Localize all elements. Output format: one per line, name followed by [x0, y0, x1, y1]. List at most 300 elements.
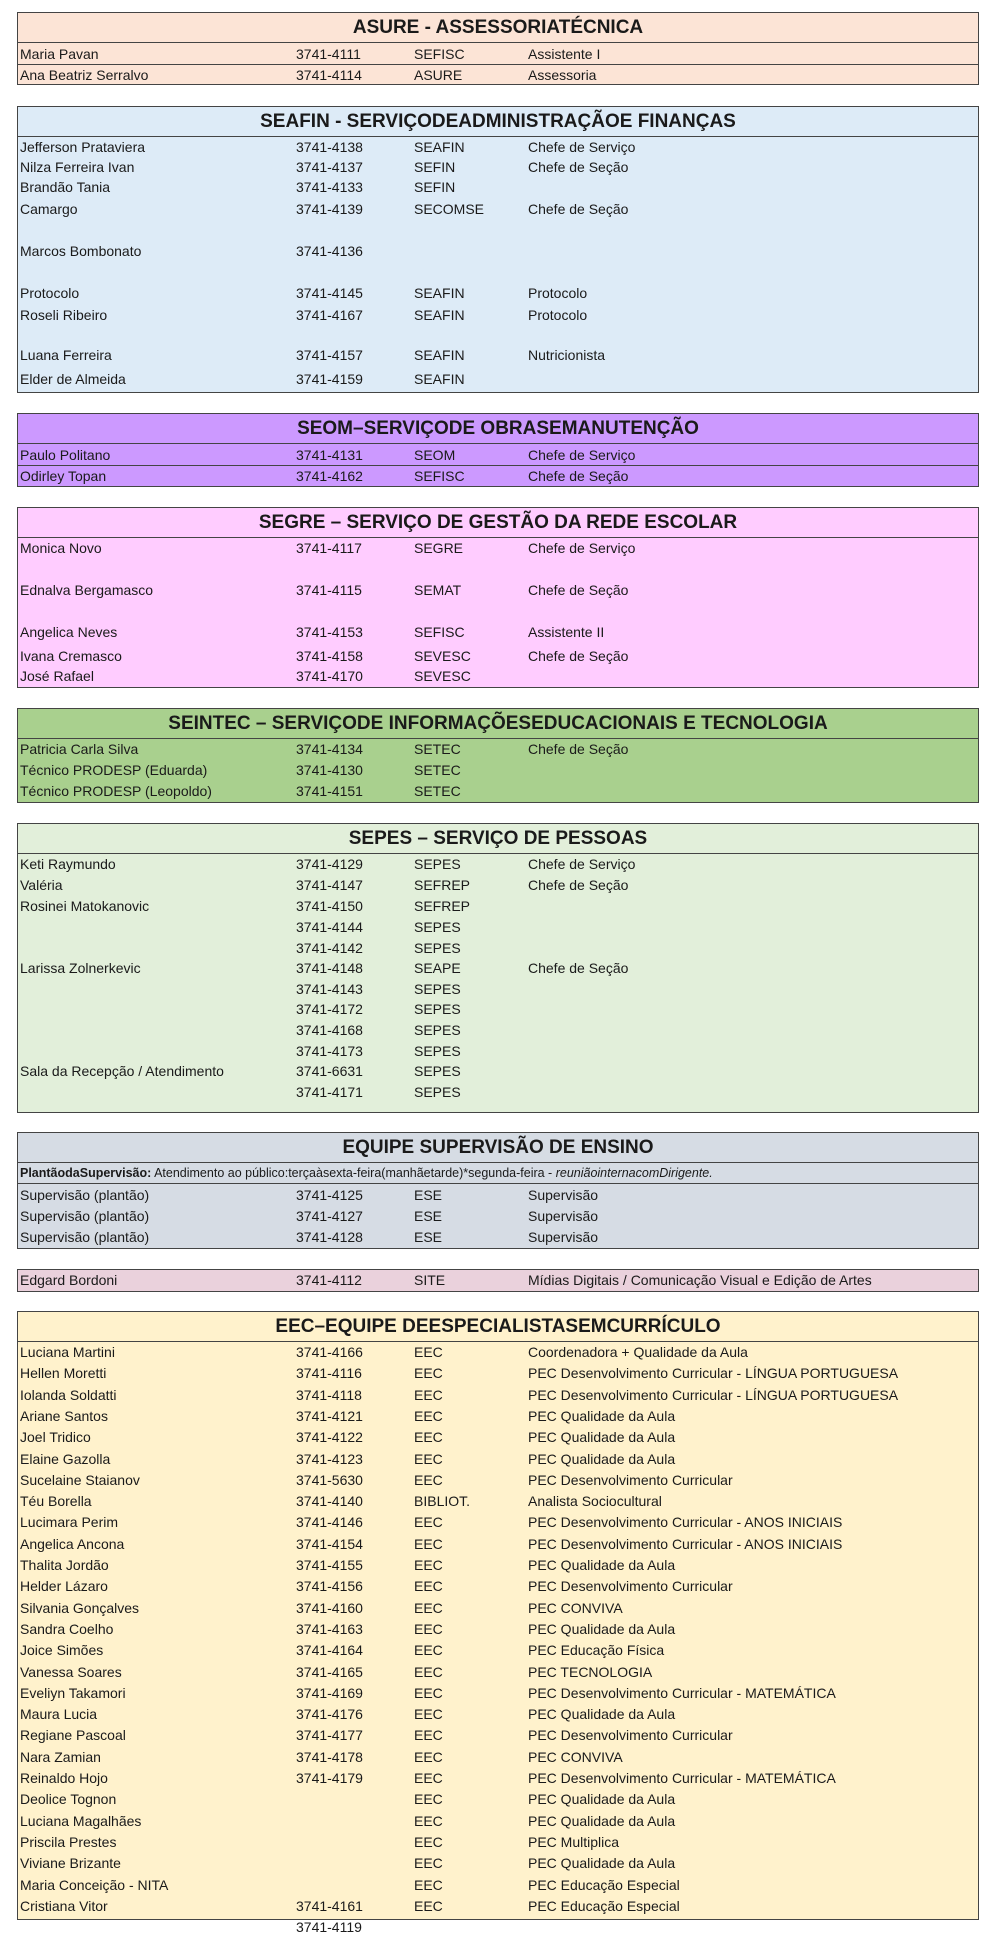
role-cell: PEC Qualidade da Aula [528, 1620, 676, 1637]
sector-cell: EEC [414, 1429, 443, 1446]
name-cell: Paulo Politano [20, 447, 111, 463]
section-asure [17, 12, 979, 85]
table-row [18, 1811, 978, 1831]
name-cell: Sandra Coelho [20, 1620, 114, 1637]
sector-cell: SETEC [414, 741, 461, 757]
role-cell: PEC CONVIVA [528, 1599, 623, 1616]
table-row [18, 1385, 978, 1405]
name-cell: Angelica Neves [20, 624, 118, 640]
table-row [18, 1598, 978, 1618]
phone-cell: 3741-4116 [296, 1365, 362, 1382]
role-cell: PEC Educação Especial [528, 1897, 680, 1914]
name-cell: Técnico PRODESP (Leopoldo) [20, 783, 212, 799]
sector-cell: SEPES [414, 940, 461, 956]
table-row [18, 917, 978, 937]
sector-cell: SEPES [414, 919, 461, 935]
role-cell: PEC Educação Especial [528, 1876, 680, 1893]
phone-cell: 3741-4118 [296, 1386, 362, 1403]
name-cell: Joice Simões [20, 1642, 104, 1659]
role-cell: Assistente I [528, 46, 601, 62]
phone-cell: 3741-4130 [296, 762, 363, 778]
section-title: SEINTEC – SERVIÇODE INFORMAÇÕESEDUCACIONAIS E TECNOLOGIA [18, 709, 978, 739]
section-title: ASURE - ASSESSORIATÉCNICA [18, 13, 978, 43]
role-cell: PEC Desenvolvimento Curricular - MATEMÁTICA [528, 1770, 836, 1786]
role-cell: Supervisão [528, 1229, 599, 1245]
role-cell: PEC Qualidade da Aula [528, 1450, 676, 1467]
note-italic: reuniãointernacomDirigente. [555, 1166, 713, 1180]
sector-cell: SEPES [414, 856, 461, 872]
table-row [18, 1185, 978, 1205]
sector-cell: SEPES [414, 981, 461, 997]
sector-cell: EEC [414, 1642, 443, 1659]
role-cell: PEC Educação Física [528, 1642, 665, 1659]
phone-cell: 3741-4128 [296, 1229, 363, 1245]
table-row [18, 1747, 978, 1767]
phone-cell: 3741-4144 [296, 919, 363, 935]
phone-cell: 3741-4160 [296, 1599, 363, 1616]
section-ese [17, 1132, 979, 1249]
table-row [18, 1227, 978, 1247]
table-row [18, 241, 978, 261]
role-cell: Supervisão [528, 1187, 599, 1203]
table-row [18, 1427, 978, 1447]
phone-cell: 3741-4172 [296, 1001, 363, 1017]
table-row [18, 466, 978, 486]
phone-cell: 3741-4143 [296, 981, 363, 997]
table-row [18, 1342, 978, 1362]
role-cell: PEC Qualidade da Aula [528, 1407, 676, 1424]
section-sepes [17, 823, 979, 1113]
section-seafin [17, 106, 979, 393]
sector-cell: EEC [414, 1471, 443, 1488]
table-row [18, 875, 978, 895]
phone-cell: 3741-4131 [296, 447, 363, 463]
phone-cell: 3741-4148 [296, 960, 363, 976]
role-cell: PEC Desenvolvimento Curricular - LÍNGUA PORTUGUESA [528, 1365, 899, 1382]
phone-cell: 3741-4127 [296, 1208, 363, 1224]
role-cell: PEC Qualidade da Aula [528, 1812, 676, 1829]
name-cell: Luana Ferreira [20, 347, 112, 363]
phone-cell: 3741-4161 [296, 1897, 363, 1914]
sector-cell: SEPES [414, 1063, 461, 1079]
table-row [18, 157, 978, 177]
name-cell: Técnico PRODESP (Eduarda) [20, 762, 208, 778]
table-row [18, 1576, 978, 1596]
phone-cell: 3741-5630 [296, 1471, 363, 1488]
name-cell: Brandão Tania [20, 179, 111, 195]
plantao-note [18, 1163, 978, 1184]
name-cell: Nara Zamian [20, 1748, 101, 1765]
name-cell: Eveliyn Takamori [20, 1684, 126, 1701]
table-row [18, 979, 978, 999]
phone-cell: 3741-4154 [296, 1535, 363, 1552]
name-cell: Cristiana Vitor [20, 1897, 108, 1914]
table-row [18, 646, 978, 666]
table-row [18, 1512, 978, 1532]
sector-cell: SEMAT [414, 582, 462, 598]
table-row [18, 345, 978, 365]
sector-cell: SEVESC [414, 668, 471, 684]
table-row [18, 137, 978, 157]
table-row [18, 1917, 978, 1937]
table-row [18, 305, 978, 325]
name-cell: Lucimara Perim [20, 1514, 119, 1531]
phone-cell: 3741-4134 [296, 741, 363, 757]
sector-cell: SEOM [414, 447, 456, 463]
name-cell: Supervisão (plantão) [20, 1229, 150, 1245]
phone-cell: 3741-4151 [296, 783, 363, 799]
name-cell: Viviane Brizante [20, 1855, 121, 1872]
sector-cell: EEC [414, 1344, 443, 1360]
name-cell: Deolice Tognon [20, 1791, 117, 1808]
sector-cell: SECOMSE [414, 201, 485, 217]
phone-cell: 3741-4114 [296, 67, 362, 83]
phone-cell: 3741-4138 [296, 139, 363, 155]
sector-cell: SETEC [414, 762, 461, 778]
section-title: EEC–EQUIPE DEESPECIALISTASEMCURRÍCULO [18, 1312, 978, 1342]
sector-cell: SEFIN [414, 179, 456, 195]
role-cell: Chefe de Seção [528, 877, 629, 893]
role-cell: Assessoria [528, 67, 597, 83]
role-cell: PEC Qualidade da Aula [528, 1557, 676, 1573]
table-row [18, 1363, 978, 1383]
table-row [18, 999, 978, 1019]
section-eec [17, 1311, 979, 1936]
sector-cell: SEAFIN [414, 347, 465, 363]
table-row [18, 1704, 978, 1724]
table-row [18, 622, 978, 642]
name-cell: Ednalva Bergamasco [20, 582, 154, 598]
table-row [18, 369, 978, 389]
table-row [18, 445, 978, 465]
table-row [18, 1640, 978, 1660]
name-cell: Maria Conceição - NITA [20, 1876, 169, 1893]
name-cell: Edgard Bordoni [20, 1272, 118, 1288]
sector-cell: SEAFIN [414, 139, 465, 155]
name-cell: Hellen Moretti [20, 1365, 107, 1382]
phone-cell: 3741-4129 [296, 856, 363, 872]
role-cell: Chefe de Serviço [528, 447, 636, 463]
phone-cell: 3741-4176 [296, 1706, 363, 1723]
name-cell: Marcos Bombonato [20, 243, 142, 259]
sector-cell: SEPES [414, 1043, 461, 1059]
phone-cell: 3741-4150 [296, 898, 363, 914]
phone-cell: 3741-4117 [296, 540, 362, 556]
name-cell: Supervisão (plantão) [20, 1187, 150, 1203]
phone-cell: 3741-4162 [296, 468, 363, 484]
name-cell: Luciana Martini [20, 1344, 115, 1360]
sector-cell: EEC [414, 1727, 443, 1744]
name-cell: Jefferson Prataviera [20, 139, 146, 155]
table-row [18, 1853, 978, 1873]
sector-cell: SEPES [414, 1084, 461, 1100]
name-cell: Patricia Carla Silva [20, 741, 139, 757]
role-cell: Chefe de Seção [528, 960, 629, 976]
role-cell: PEC Desenvolvimento Curricular - ANOS INICIAIS [528, 1535, 843, 1552]
table-row [18, 1555, 978, 1575]
sector-cell: SEAFIN [414, 307, 465, 323]
role-cell: PEC Desenvolvimento Curricular - MATEMÁTICA [528, 1684, 836, 1701]
table-row [18, 666, 978, 686]
role-cell: Chefe de Seção [528, 468, 629, 484]
phone-cell: 3741-4165 [296, 1663, 363, 1680]
name-cell: José Rafael [20, 668, 94, 684]
table-row [18, 1875, 978, 1895]
table-row [18, 739, 978, 759]
sector-cell: SEFISC [414, 624, 465, 640]
role-cell: Supervisão [528, 1208, 599, 1224]
phone-cell: 3741-4153 [296, 624, 363, 640]
name-cell: Supervisão (plantão) [20, 1208, 150, 1224]
sector-cell: SEAFIN [414, 371, 465, 387]
phone-cell: 3741-4156 [296, 1578, 363, 1595]
name-cell: Thalita Jordão [20, 1557, 109, 1573]
sector-cell: SEFISC [414, 468, 465, 484]
table-row [18, 1683, 978, 1703]
name-cell: Iolanda Soldatti [20, 1386, 117, 1403]
role-cell: Chefe de Seção [528, 159, 629, 175]
table-row [18, 938, 978, 958]
name-cell: Roseli Ribeiro [20, 307, 108, 323]
phone-cell: 3741-4177 [296, 1727, 363, 1744]
table-row [18, 1082, 978, 1102]
table-row [18, 760, 978, 780]
sector-cell: SEFREP [414, 877, 471, 893]
name-cell: Vanessa Soares [20, 1663, 122, 1680]
table-row [18, 177, 978, 197]
phone-cell: 3741-4169 [296, 1684, 363, 1701]
table-row [18, 1449, 978, 1469]
phone-cell: 3741-4140 [296, 1493, 363, 1510]
name-cell: Téu Borella [20, 1493, 92, 1510]
sector-cell: EEC [414, 1663, 443, 1680]
phone-cell: 3741-4178 [296, 1748, 363, 1765]
phone-cell: 3741-4167 [296, 307, 363, 323]
sector-cell: EEC [414, 1897, 443, 1914]
name-cell: Monica Novo [20, 540, 102, 556]
phone-cell: 3741-4168 [296, 1022, 363, 1038]
sector-cell: SEVESC [414, 648, 471, 664]
name-cell: Valéria [20, 877, 63, 893]
phone-cell: 3741-4122 [296, 1429, 363, 1446]
sector-cell: SEFISC [414, 46, 465, 62]
role-cell: Protocolo [528, 307, 588, 323]
name-cell: Sucelaine Staianov [20, 1471, 140, 1488]
name-cell: Ariane Santos [20, 1407, 108, 1424]
sector-cell: EEC [414, 1535, 443, 1552]
table-row [18, 1020, 978, 1040]
table-row [18, 44, 978, 64]
phone-cell: 3741-4145 [296, 285, 363, 301]
name-cell: Ivana Cremasco [20, 648, 122, 664]
sector-cell: SEFIN [414, 159, 456, 175]
phone-cell: 3741-4119 [296, 1919, 362, 1936]
name-cell: Joel Tridico [20, 1429, 91, 1446]
table-row [18, 1725, 978, 1745]
sector-cell: BIBLIOT. [414, 1493, 471, 1510]
name-cell: Regiane Pascoal [20, 1727, 126, 1744]
role-cell: Chefe de Serviço [528, 540, 636, 556]
role-cell: Chefe de Seção [528, 201, 629, 217]
role-cell: Chefe de Serviço [528, 856, 636, 872]
name-cell: Ana Beatriz Serralvo [20, 67, 149, 83]
section-title: EQUIPE SUPERVISÃO DE ENSINO [18, 1133, 978, 1163]
role-cell: PEC Qualidade da Aula [528, 1855, 676, 1872]
role-cell: PEC TECNOLOGIA [528, 1663, 653, 1680]
table-row [18, 65, 978, 85]
section-title: SEAFIN - SERVIÇODEADMINISTRAÇÃOE FINANÇAS [18, 107, 978, 137]
sector-cell: EEC [414, 1684, 443, 1701]
sector-cell: EEC [414, 1855, 443, 1872]
phone-cell: 3741-4146 [296, 1514, 363, 1531]
name-cell: Camargo [20, 201, 78, 217]
sector-cell: ESE [414, 1187, 443, 1203]
sector-cell: EEC [414, 1706, 443, 1723]
name-cell: Protocolo [20, 285, 80, 301]
phone-cell: 3741-4121 [296, 1407, 363, 1424]
table-row [18, 1470, 978, 1490]
role-cell: PEC Qualidade da Aula [528, 1706, 676, 1723]
table-row [18, 1061, 978, 1081]
sector-cell: EEC [414, 1748, 443, 1765]
phone-cell: 3741-4123 [296, 1450, 363, 1467]
role-cell: PEC Desenvolvimento Curricular - LÍNGUA PORTUGUESA [528, 1386, 899, 1403]
sector-cell: EEC [414, 1620, 443, 1637]
table-row [18, 1896, 978, 1916]
table-row [18, 1041, 978, 1061]
table-row [18, 958, 978, 978]
name-cell: Nilza Ferreira Ivan [20, 159, 135, 175]
role-cell: Chefe de Seção [528, 648, 629, 664]
phone-cell: 3741-4164 [296, 1642, 363, 1659]
role-cell: Mídias Digitais / Comunicação Visual e Edição de Artes [528, 1272, 872, 1288]
name-cell: Sala da Recepção / Atendimento [20, 1063, 224, 1079]
phone-cell: 3741-4173 [296, 1043, 363, 1059]
role-cell: Chefe de Seção [528, 582, 629, 598]
phone-cell: 3741-4139 [296, 201, 363, 217]
sector-cell: SITE [414, 1272, 446, 1288]
sector-cell: EEC [414, 1386, 443, 1403]
phone-cell: 3741-4179 [296, 1770, 363, 1786]
sector-cell: EEC [414, 1812, 443, 1829]
name-cell: Angelica Ancona [20, 1535, 125, 1552]
name-cell: Silvania Gonçalves [20, 1599, 140, 1616]
name-cell: Maura Lucia [20, 1706, 98, 1723]
role-cell: PEC CONVIVA [528, 1748, 623, 1765]
role-cell: PEC Desenvolvimento Curricular [528, 1471, 733, 1488]
table-row [18, 1534, 978, 1554]
role-cell: Coordenadora + Qualidade da Aula [528, 1344, 748, 1360]
role-cell: PEC Qualidade da Aula [528, 1429, 676, 1446]
sector-cell: EEC [414, 1407, 443, 1424]
name-cell: Helder Lázaro [20, 1578, 108, 1595]
table-row [18, 1619, 978, 1639]
phone-cell: 3741-4112 [296, 1272, 362, 1288]
sector-cell: EEC [414, 1450, 443, 1467]
phone-cell: 3741-4159 [296, 371, 363, 387]
section-seintec [17, 708, 979, 803]
phone-cell: 3741-4157 [296, 347, 363, 363]
sector-cell: ASURE [414, 67, 463, 83]
sector-cell: SETEC [414, 783, 461, 799]
sector-cell: SEPES [414, 1022, 461, 1038]
phone-cell: 3741-4171 [296, 1084, 363, 1100]
phone-cell: 3741-4133 [296, 179, 363, 195]
phone-cell: 3741-4142 [296, 940, 363, 956]
sector-cell: EEC [414, 1514, 443, 1531]
sector-cell: EEC [414, 1365, 443, 1382]
name-cell: Luciana Magalhães [20, 1812, 142, 1829]
role-cell: Assistente II [528, 624, 605, 640]
role-cell: PEC Desenvolvimento Curricular [528, 1727, 733, 1744]
sector-cell: ESE [414, 1229, 443, 1245]
section-title: SEPES – SERVIÇO DE PESSOAS [18, 824, 978, 854]
table-row [18, 1768, 978, 1788]
sector-cell: EEC [414, 1833, 443, 1850]
phone-cell: 3741-4163 [296, 1620, 363, 1637]
section-segre [17, 507, 979, 688]
section-title: SEGRE – SERVIÇO DE GESTÃO DA REDE ESCOLAR [18, 508, 978, 538]
phone-cell: 3741-4158 [296, 648, 363, 664]
role-cell: PEC Multiplica [528, 1833, 620, 1850]
phone-cell: 3741-4136 [296, 243, 363, 259]
table-row [18, 538, 978, 558]
table-row [18, 1206, 978, 1226]
sector-cell: ESE [414, 1208, 443, 1224]
role-cell: Chefe de Seção [528, 741, 629, 757]
role-cell: PEC Desenvolvimento Curricular - ANOS INICIAIS [528, 1514, 843, 1531]
table-row [18, 1406, 978, 1426]
table-row [18, 1832, 978, 1852]
name-cell: Elaine Gazolla [20, 1450, 111, 1467]
sector-cell: EEC [414, 1791, 443, 1808]
name-cell: Odirley Topan [20, 468, 107, 484]
role-cell: PEC Qualidade da Aula [528, 1791, 676, 1808]
phone-cell: 3741-4166 [296, 1344, 363, 1360]
phone-cell: 3741-4111 [296, 46, 361, 62]
table-row [18, 283, 978, 303]
sector-cell: SEGRE [414, 540, 464, 556]
phone-cell: 3741-6631 [296, 1063, 363, 1079]
sector-cell: EEC [414, 1557, 443, 1573]
table-row [18, 781, 978, 801]
section-title: SEOM–SERVIÇODE OBRASEMANUTENÇÃO [18, 414, 978, 444]
table-row [18, 1662, 978, 1682]
name-cell: Reinaldo Hojo [20, 1770, 108, 1786]
name-cell: Priscila Prestes [20, 1833, 117, 1850]
sector-cell: EEC [414, 1876, 443, 1893]
table-row [18, 1270, 978, 1290]
table-row [18, 580, 978, 600]
name-cell: Keti Raymundo [20, 856, 116, 872]
name-cell: Maria Pavan [20, 46, 99, 62]
sector-cell: EEC [414, 1599, 443, 1616]
phone-cell: 3741-4155 [296, 1557, 363, 1573]
sector-cell: EEC [414, 1770, 443, 1786]
sector-cell: SEFREP [414, 898, 471, 914]
phone-cell: 3741-4170 [296, 668, 363, 684]
role-cell: PEC Desenvolvimento Curricular [528, 1578, 733, 1595]
section-site [17, 1269, 979, 1292]
phone-cell: 3741-4147 [296, 877, 363, 893]
table-row [18, 1789, 978, 1809]
phone-cell: 3741-4115 [296, 582, 362, 598]
phone-cell: 3741-4125 [296, 1187, 363, 1203]
role-cell: Protocolo [528, 285, 588, 301]
note-label: PlantãodaSupervisão: [20, 1166, 152, 1180]
sector-cell: SEPES [414, 1001, 461, 1017]
sector-cell: SEAPE [414, 960, 461, 976]
